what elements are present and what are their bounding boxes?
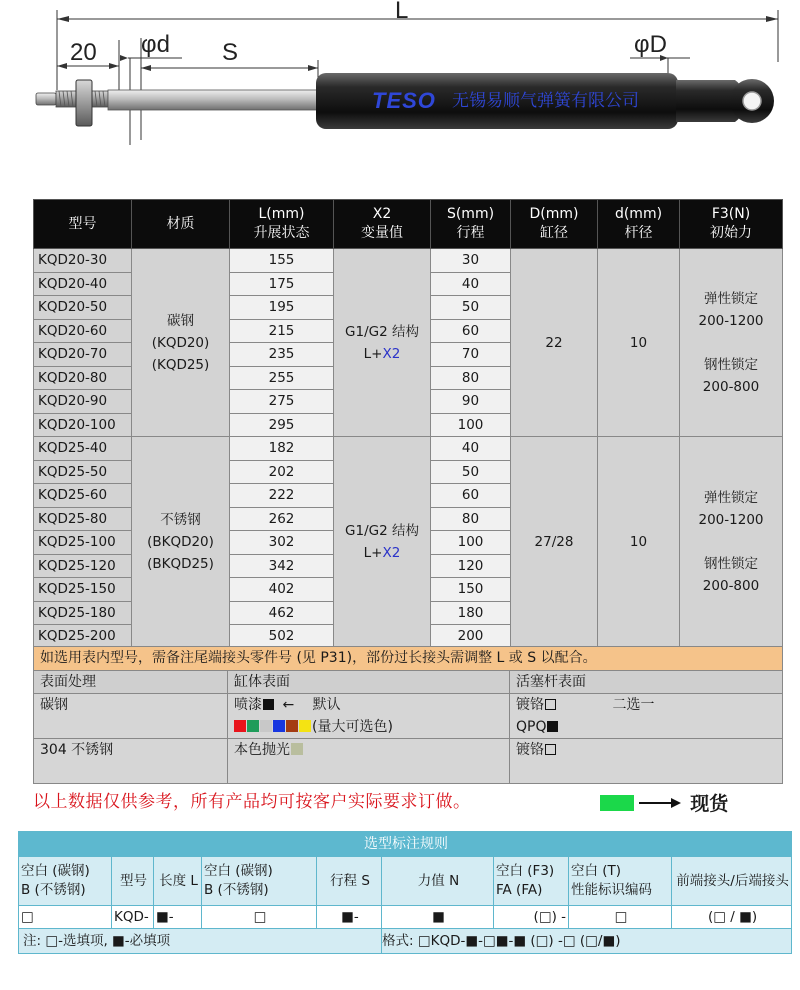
stroke-cell: 30 (431, 249, 511, 273)
color-swatches (234, 719, 312, 735)
model-cell: KQD25-180 (34, 601, 132, 625)
choose-one-label: 二选一 (612, 697, 655, 713)
stroke-cell: 70 (431, 343, 511, 367)
gas-spring-drawing (0, 0, 800, 200)
length-cell: 502 (230, 625, 334, 649)
surface-body-carbon (228, 694, 510, 739)
model-cell: KQD25-60 (34, 484, 132, 508)
sel-head-f3: 空白 (F3) FA (FA) (494, 857, 569, 906)
sel-head-code: 空白 (T) 性能标识编码 (569, 857, 672, 906)
model-cell: KQD20-30 (34, 249, 132, 273)
length-cell: 295 (230, 413, 334, 437)
surface-rod-stainless (510, 739, 783, 784)
order-note: 如选用表内型号，需备注尾端接头零件号 (见 P31)，部份过长接头需调整 L 或 S 以配合。 (34, 647, 783, 671)
eye-hole (743, 92, 761, 110)
stroke-cell: 200 (431, 625, 511, 649)
selection-rules-table (18, 831, 792, 954)
arrow-right-icon (639, 797, 681, 809)
stroke-cell: 80 (431, 507, 511, 531)
model-cell: KQD25-150 (34, 578, 132, 602)
black-square-icon (263, 699, 274, 710)
length-cell: 235 (230, 343, 334, 367)
chrome-label: 镀铬 (516, 742, 544, 758)
sel-head-force: 力值 N (382, 857, 494, 906)
sel-head-stroke: 行程 S (317, 857, 382, 906)
qpq-label: QPQ (516, 719, 547, 735)
sel-val-material: □ (202, 906, 317, 929)
material-cell: 碳钢 (KQD20) (KQD25) (132, 249, 230, 437)
sel-footer-legend: 注: □-选填项, ■-必填项 (19, 929, 382, 954)
sel-val-force: ■ (382, 906, 494, 929)
dim-D-label: φD (634, 31, 667, 58)
color-swatch (299, 720, 311, 732)
disclaimer-text: 以上数据仅供参考，所有产品均可按客户实际要求订做。 (33, 792, 471, 812)
sel-head-length: 长度 L (154, 857, 202, 906)
surface-row-stainless (34, 739, 783, 784)
surface-rod-carbon (510, 694, 783, 739)
surface-table (33, 646, 783, 784)
model-cell: KQD20-50 (34, 296, 132, 320)
stroke-cell: 150 (431, 578, 511, 602)
length-cell: 402 (230, 578, 334, 602)
dim-d-label: φd (141, 31, 170, 58)
selection-footer-row (19, 929, 792, 954)
model-cell: KQD25-80 (34, 507, 132, 531)
default-label: 默认 (312, 697, 341, 713)
length-cell: 155 (230, 249, 334, 273)
stroke-cell: 50 (431, 296, 511, 320)
model-cell: KQD25-100 (34, 531, 132, 555)
empty-square-icon (545, 699, 556, 710)
sel-footer-format: 格式: □KQD-■-□■-■ (□) -□ (□/■) (382, 929, 792, 954)
surface-header-body: 缸体表面 (228, 671, 510, 694)
length-cell: 202 (230, 460, 334, 484)
table-row (34, 249, 783, 273)
model-cell: KQD25-120 (34, 554, 132, 578)
header-material: 材质 (132, 200, 230, 249)
material-cell: 不锈钢 (BKQD20) (BKQD25) (132, 437, 230, 649)
color-swatch (234, 720, 246, 732)
force-cell: 弹性锁定 200-1200 钢性锁定 200-800 (680, 437, 783, 649)
stroke-cell: 80 (431, 366, 511, 390)
header-S: S(mm) 行程 (431, 200, 511, 249)
selection-title: 选型标注规则 (19, 832, 792, 857)
sel-val-stroke: ■- (317, 906, 382, 929)
sel-val-joints: (□ / ■) (672, 906, 792, 929)
length-cell: 215 (230, 319, 334, 343)
dim-L-label: L (395, 0, 409, 24)
stock-color-swatch (600, 795, 634, 811)
dim-20-label: 20 (70, 39, 97, 66)
length-cell: 262 (230, 507, 334, 531)
model-cell: KQD20-100 (34, 413, 132, 437)
header-D: D(mm) 缸径 (511, 200, 598, 249)
surface-header-rod: 活塞杆表面 (510, 671, 783, 694)
stroke-cell: 120 (431, 554, 511, 578)
x2-cell: G1/G2 结构 L+X2 (334, 437, 431, 649)
empty-square-icon (545, 744, 556, 755)
piston-rod (108, 90, 320, 110)
dimension-D (630, 31, 690, 61)
spec-table-body (34, 249, 783, 649)
brand-logo: TESO (372, 88, 436, 113)
sel-val-model: KQD- (112, 906, 154, 929)
selection-values-row (19, 906, 792, 929)
length-cell: 255 (230, 366, 334, 390)
model-cell: KQD20-60 (34, 319, 132, 343)
header-L: L(mm) 升展状态 (230, 200, 334, 249)
length-cell: 275 (230, 390, 334, 414)
table-row (34, 437, 783, 461)
cylinder-diameter-cell: 22 (511, 249, 598, 437)
dimension-L (57, 0, 778, 24)
color-swatch (247, 720, 259, 732)
spec-table (33, 199, 783, 649)
sel-val-code: □ (569, 906, 672, 929)
dimension-d (120, 31, 182, 61)
length-cell: 182 (230, 437, 334, 461)
stroke-cell: 100 (431, 413, 511, 437)
header-F3: F3(N) 初始力 (680, 200, 783, 249)
sel-val-f3: (□) - (494, 906, 569, 929)
rod-diameter-cell: 10 (598, 437, 680, 649)
stroke-cell: 180 (431, 601, 511, 625)
surface-label-stainless: 304 不锈钢 (34, 739, 228, 784)
polish-color-swatch (291, 743, 303, 755)
sel-val-length: ■- (154, 906, 202, 929)
length-cell: 342 (230, 554, 334, 578)
model-cell: KQD20-40 (34, 272, 132, 296)
polish-label: 本色抛光 (234, 742, 290, 758)
surface-body-stainless (228, 739, 510, 784)
force-cell: 弹性锁定 200-1200 钢性锁定 200-800 (680, 249, 783, 437)
surface-row-carbon (34, 694, 783, 739)
length-cell: 175 (230, 272, 334, 296)
length-cell: 462 (230, 601, 334, 625)
selection-header-row (19, 857, 792, 906)
length-cell: 195 (230, 296, 334, 320)
stock-label: 现货 (690, 793, 729, 815)
stroke-cell: 40 (431, 437, 511, 461)
sel-head-joints: 前端接头/后端接头 (672, 857, 792, 906)
color-swatch (286, 720, 298, 732)
model-cell: KQD25-200 (34, 625, 132, 649)
x2-cell: G1/G2 结构 L+X2 (334, 249, 431, 437)
arrow-left-icon: ← (282, 697, 295, 713)
sel-val-prefix: □ (19, 906, 112, 929)
brand-company-name: 无锡易顺气弹簧有限公司 (452, 91, 639, 111)
stroke-cell: 90 (431, 390, 511, 414)
dimension-20 (57, 39, 119, 69)
stock-legend (600, 789, 729, 815)
sel-head-material: 空白 (碳钢) B (不锈钢) (202, 857, 317, 906)
stroke-cell: 100 (431, 531, 511, 555)
black-square-icon (547, 721, 558, 732)
surface-header-treatment: 表面处理 (34, 671, 228, 694)
hex-nut (76, 80, 92, 126)
model-cell: KQD20-90 (34, 390, 132, 414)
model-cell: KQD25-40 (34, 437, 132, 461)
sel-head-prefix: 空白 (碳钢) B (不锈钢) (19, 857, 112, 906)
length-cell: 302 (230, 531, 334, 555)
model-cell: KQD20-80 (34, 366, 132, 390)
header-X2: X2 变量值 (334, 200, 431, 249)
rod-diameter-cell: 10 (598, 249, 680, 437)
sel-head-model: 型号 (112, 857, 154, 906)
end-pin (36, 93, 56, 105)
color-note: (量大可选色) (312, 719, 393, 735)
header-model: 型号 (34, 200, 132, 249)
model-cell: KQD20-70 (34, 343, 132, 367)
paint-label: 喷漆 (234, 697, 262, 713)
model-cell: KQD25-50 (34, 460, 132, 484)
spec-header-row (34, 200, 783, 249)
color-swatch (260, 720, 272, 732)
surface-label-carbon: 碳钢 (34, 694, 228, 739)
dim-S-label: S (222, 39, 239, 66)
stroke-cell: 60 (431, 484, 511, 508)
length-cell: 222 (230, 484, 334, 508)
chrome-label: 镀铬 (516, 697, 544, 713)
color-swatch (273, 720, 285, 732)
cylinder-diameter-cell: 27/28 (511, 437, 598, 649)
stroke-cell: 60 (431, 319, 511, 343)
stroke-cell: 50 (431, 460, 511, 484)
header-d: d(mm) 杆径 (598, 200, 680, 249)
stroke-cell: 40 (431, 272, 511, 296)
